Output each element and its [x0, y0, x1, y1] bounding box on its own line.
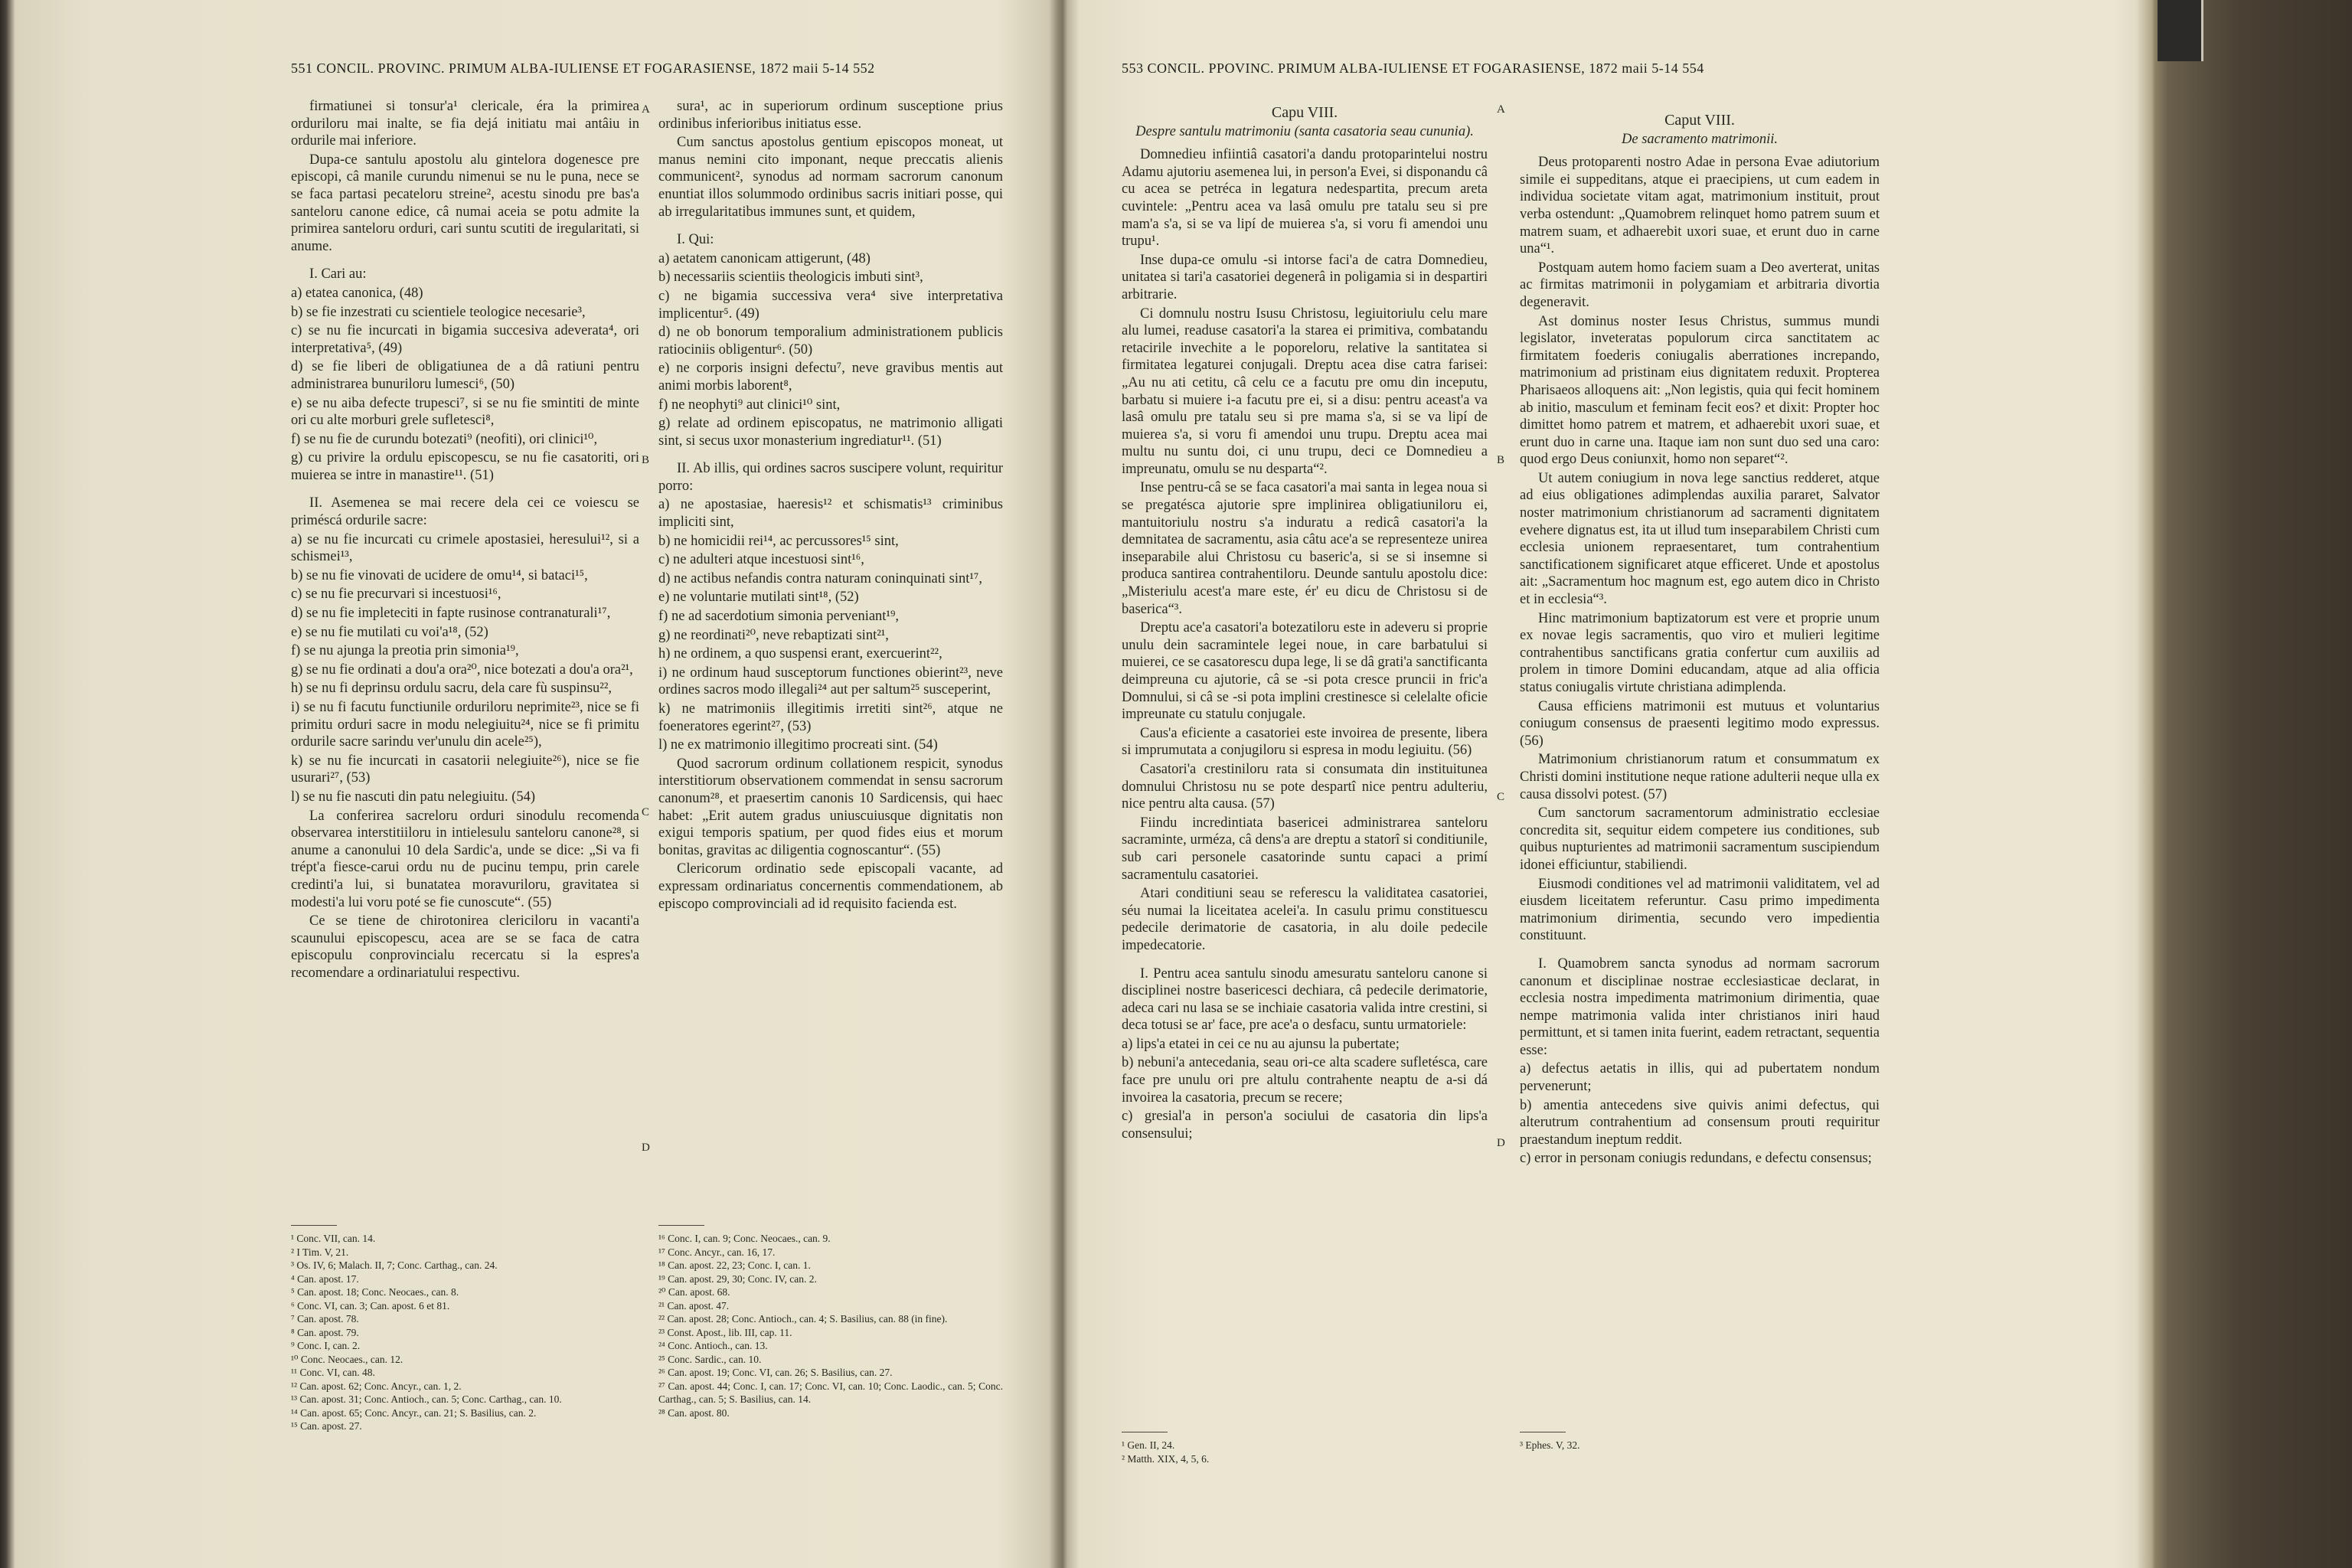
- left-footnotes-latin: [658, 1225, 1003, 1419]
- paragraph-romanian: Inse dupa-ce omulu -si intorse faci'a de catra Domnedieu, unitatea si tari'a casatoriei degenerâ in poligamia si in despartiri arbitrarie.: [1122, 252, 1488, 302]
- right-footnotes-romanian: [1122, 1432, 1488, 1465]
- paragraph-latin: Matrimonium christianorum ratum et consummatum ex Christi domini institutione neque ratione adulterii neque ulla ex causa dissolvi potest. (57): [1520, 752, 1880, 802]
- paragraph-romanian: Domnedieu infiintiâ casatori'a dandu protoparintelui nostru Adamu ajutoriu asemenea lui, in person'a Evei, si disponandu câ cu acea se petréca in legatura nedespartita, precum areta cuvintele: „Pentru acea va lasâ omulu pre tatalu seu si pre mam'a s'a, si se va lipí de muierea s'a, si voru fi amendoi unu trupu¹.: [1122, 147, 1488, 250]
- paragraph-latin: II. Ab illis, qui ordines sacros suscipere volunt, requiritur porro:: [658, 461, 1003, 494]
- left-page-header: 551 CONCIL. PROVINC. PRIMUM ALBA-IULIENSE ET FOGARASIENSE, 1872 maii 5-14 552: [291, 60, 875, 76]
- paragraph-romanian: I. Pentru acea santulu sinodu amesuratu santeloru canone si disciplinei nostre basericesci dechiara, câ pedecile derimatorie, adeca cari nu lasa se se inchiaie casatoria valida intre crestini, si deca totusi se ar' face, pre ace'a o desfacu, suntu urmatoriele:: [1122, 965, 1488, 1034]
- paragraph-romanian: a) lips'a etatei in cei ce nu au ajunsu la pubertate;: [1122, 1036, 1400, 1052]
- paragraph-latin: f) ne ad sacerdotium simonia perveniant¹⁹,: [658, 609, 900, 625]
- paragraph-romanian: k) se nu fie incurcati in casatorii nelegiuite²⁶), nice se fie usurari²⁷, (53): [291, 753, 639, 786]
- footnote: ¹⁹ Can. apost. 29, 30; Conc. IV, can. 2.: [658, 1272, 817, 1285]
- footnote: ⁷ Can. apost. 78.: [291, 1313, 359, 1325]
- footnote: ³ Ephes. V, 32.: [1520, 1439, 1580, 1451]
- footnote: ²² Can. apost. 28; Conc. Antioch., can. 4; S. Basilius, can. 88 (in fine).: [658, 1313, 948, 1325]
- right-romanian-column: [1122, 98, 1488, 1144]
- paragraph-latin: c) ne bigamia successiva vera⁴ sive interpretativa implicentur⁵. (49): [658, 288, 1003, 322]
- chapter-subtitle-latin: De sacramento matrimonii.: [1622, 131, 1778, 147]
- footnote: ¹⁷ Conc. Ancyr., can. 16, 17.: [658, 1246, 776, 1258]
- footnote: ⁶ Conc. VI, can. 3; Can. apost. 6 et 81.: [291, 1299, 450, 1312]
- left-footnotes-romanian: [291, 1225, 639, 1433]
- paragraph-romanian: f) se nu fie de curundu botezati⁹ (neofiti), ori clinici¹⁰,: [291, 431, 598, 447]
- paragraph-romanian: Casatori'a crestiniloru rata si consumata din instituitunea domnului Christosu nu se pote despartî nice pentru adulteriu, nice pentru alta causa. (57): [1122, 761, 1488, 812]
- footnote: ¹¹ Conc. VI, can. 48.: [291, 1367, 375, 1378]
- footnote-separator: [658, 1225, 704, 1226]
- paragraph-latin: c) ne adulteri atque incestuosi sint¹⁶,: [658, 552, 864, 568]
- paragraph-latin: a) defectus aetatis in illis, qui ad pubertatem nondum pervenerunt;: [1520, 1061, 1880, 1095]
- paragraph-romanian: c) se nu fie precurvari si incestuosi¹⁶,: [291, 586, 501, 603]
- footnote: ¹⁶ Conc. I, can. 9; Conc. Neocaes., can. 9.: [658, 1233, 831, 1244]
- book-binding-edge: [2167, 0, 2352, 1568]
- paragraph-latin: i) ne ordinum haud susceptorum functiones obierint²³, neve ordines sacros modo illegali²⁴ aut per saltum²⁵ susceperint,: [658, 665, 1003, 698]
- paragraph-romanian: c) gresial'a in person'a sociului de casatoria din lips'a consensului;: [1122, 1109, 1488, 1142]
- right-latin-column: [1520, 98, 1880, 1169]
- footnote: ¹ Conc. VII, can. 14.: [291, 1233, 376, 1244]
- paragraph-romanian: Atari conditiuni seau se referescu la validitatea casatoriei, séu numai la liceitatea acelei'a. In casulu primu constituescu pedecile derimatorie de casatoria, in alu doile pedecile impedecatorie.: [1122, 886, 1488, 953]
- paragraph-latin: Quod sacrorum ordinum collationem respicit, synodus interstitiorum observationem commendat in sensu sacrorum canonum²⁸, et praesertim canonis 10 Sardicensis, qui haec habet: „Erit autem gradus uniuscuiusque dignitatis non exigui temporis spatium, per quod fides eius et morum bonitas, gravitas ac diligentia cognoscantur“. (55): [658, 756, 1003, 858]
- footnote: ² Matth. XIX, 4, 5, 6.: [1122, 1452, 1210, 1465]
- left-romanian-column: [291, 98, 639, 984]
- footnote: ⁴ Can. apost. 17.: [291, 1272, 359, 1285]
- paragraph-romanian: a) se nu fie incurcati cu crimele apostasiei, heresului¹², si a schismei¹³,: [291, 531, 639, 565]
- paragraph-latin: l) ne ex matrimonio illegitimo procreati sint. (54): [658, 737, 938, 753]
- footnote: ¹ Gen. II, 24.: [1122, 1439, 1175, 1451]
- paragraph-latin: a) aetatem canonicam attigerunt, (48): [658, 250, 871, 266]
- paragraph-romanian: a) etatea canonica, (48): [291, 285, 423, 301]
- paragraph-latin: Postquam autem homo faciem suam a Deo averterat, unitas ac firmitas matrimonii in polygamiam et arbitraria divortia degeneravit.: [1520, 260, 1880, 310]
- paragraph-romanian: d) se nu fie impleteciti in fapte rusinose contranaturali¹⁷,: [291, 606, 611, 622]
- paragraph-latin: sura¹, ac in superiorum ordinum susceptione prius ordinibus inferioribus initiatus esse.: [658, 99, 1003, 132]
- footnote-separator: [291, 1225, 337, 1226]
- footnote: ²¹ Can. apost. 47.: [658, 1299, 730, 1312]
- paragraph-romanian: Fiindu incredintiata basericei administrarea santeloru sacraminte, urméza, câ dens'a are dreptu a statorî si conditiunile, sub cari personele casatorinde suntu capaci a primí sacramentulu casatoriei.: [1122, 815, 1488, 883]
- paragraph-latin: g) ne reordinati²⁰, neve rebaptizati sint²¹,: [658, 627, 889, 643]
- paragraph-latin: d) ne ob bonorum temporalium administrationem publicis ratiociniis obligentur⁶. (50): [658, 325, 1003, 358]
- paragraph-romanian: b) nebuni'a antecedania, seau ori-ce alta scadere sufletésca, care face pre unulu ori pre altulu contrahente neaptu de a-si dá invoirea la casatoria, precum se recere;: [1122, 1055, 1488, 1106]
- paragraph-latin: k) ne matrimoniis illegitimis irretiti sint²⁶, atque ne foeneratores egerint²⁷, (53): [658, 701, 1003, 734]
- footnote: ²⁸ Can. apost. 80.: [658, 1406, 730, 1419]
- binding-tab: [2158, 0, 2203, 61]
- paragraph-romanian: i) se nu fi facutu functiunile orduriloru neprimite²³, nice se fi primitu orduri sacre in modu nelegiuitu²⁴, nice se fi primitu ordurile sacre sarindu ver'unulu din acele²⁵),: [291, 700, 639, 750]
- footnote: ²⁵ Conc. Sardic., can. 10.: [658, 1353, 762, 1365]
- paragraph-romanian: e) se nu aiba defecte trupesci⁷, si se nu fie smintiti de minte ori cu alte morburi grele sufletesci⁸,: [291, 395, 639, 429]
- paragraph-latin: Clericorum ordinatio sede episcopali vacante, ad expressam ordinariatus concernentis commendationem, ab episcopo comprovinciali ad id requisito facienda est.: [658, 861, 1003, 912]
- footnote: ²³ Const. Apost., lib. III, cap. 11.: [658, 1326, 792, 1338]
- paragraph-latin: b) ne homicidii rei¹⁴, ac percussores¹⁵ sint,: [658, 533, 899, 549]
- paragraph-latin: Ast dominus noster Iesus Christus, summus mundi legislator, inveteratas populorum circa sanctitatem ac firmitatem foederis coniugalis aberrationes increpando, matrimonium ad pristinam eius dignitatem reduxit. Propterea Pharisaeos alloquens ait: „Non legistis, quia qui fecit hominem ab initio, masculum et feminam fecit eos? et dixit: Propter hoc dimittet homo patrem et matrem, et adhaerebit uxori suae, et erunt duo in carne una. Itaque iam non sunt duo sed una caro: quod ergo Deus coniunxit, homo non separet“².: [1520, 313, 1880, 468]
- paragraph-romanian: f) se nu ajunga la preotia prin simonia¹⁹,: [291, 643, 519, 659]
- paragraph-romanian: La conferirea sacreloru orduri sinodulu recomenda observarea interstitiiloru in intielesulu santeloru canone²⁸, si anume a canonului 10 dela Sardic'a, unde se dice: „Si va fi trépt'a fiesce-carui ordu nu de pucinu tempu, prin carele credinti'a lui, si bunatatea moravuriloru, gravitatea si modesti'a lui voru poté se fie cunoscute“. (55): [291, 808, 639, 910]
- paragraph-romanian: g) se nu fie ordinati a dou'a ora²⁰, nice botezati a dou'a ora²¹,: [291, 662, 633, 678]
- paragraph-latin: Cum sanctorum sacramentorum administratio ecclesiae concredita sit, sequitur eidem competere ius conditiones, sub quibus nupturientes ad matrimonii sacramentum suscipiendum idonei efficiuntur, stabiliendi.: [1520, 805, 1880, 873]
- footnote: ⁸ Can. apost. 79.: [291, 1326, 359, 1338]
- paragraph-latin: I. Quamobrem sancta synodus ad normam sacrorum canonum et disciplinae nostrae ecclesiasticae declarat, in ecclesia nostra impedimenta matrimonium dirimentia, quae nempe matrimonia valida inter christianos iniri haud permittunt, et si tamen inita fuerint, eadem retractant, sequentia esse:: [1520, 956, 1880, 1058]
- right-footnotes-latin: [1520, 1432, 1880, 1452]
- paragraph-romanian: b) se fie inzestrati cu scientiele teologice necesarie³,: [291, 304, 586, 320]
- paragraph-romanian: e) se nu fie mutilati cu voi'a¹⁸, (52): [291, 624, 488, 640]
- paragraph-latin: I. Qui:: [677, 232, 714, 248]
- footnote: ²⁰ Can. apost. 68.: [658, 1286, 730, 1298]
- paragraph-latin: Causa efficiens matrimonii est mutuus et voluntarius coniugum consensus de praesenti legitimo modo expressus. (56): [1520, 698, 1880, 749]
- footnote: ¹⁸ Can. apost. 22, 23; Conc. I, can. 1.: [658, 1259, 811, 1271]
- paragraph-latin: Hinc matrimonium baptizatorum est vere et proprie unum ex novae legis sacramentis, quo viro et mulieri legitime contrahentibus sanctificans gratia confertur cum auxiliis ad prolem in timore Domini educandam, atque ad alia officia status coniugalis virtute christiana adimplenda.: [1520, 610, 1880, 695]
- paragraph-romanian: b) se nu fie vinovati de ucidere de omu¹⁴, si bataci¹⁵,: [291, 567, 588, 583]
- paragraph-romanian: Dreptu ace'a casatori'a botezatiloru este in adeveru si proprie unulu dein sacramintele legei noue, in care barbatului si muierei, ce se casatorescu dupa lege, li se dâ grati'a sanctificanta deimpreuna cu ajutorie, câ se -si pota cresce pruncii in fric'a Domnului, si câ se -si pota implini crestinesce si celelalte oficie impreunate cu statulu conjugale.: [1122, 620, 1488, 723]
- paragraph-latin: h) ne ordinem, a quo suspensi erant, exercuerint²²,: [658, 646, 942, 662]
- footnote: ²⁶ Can. apost. 19; Conc. VI, can. 26; S. Basilius, can. 27.: [658, 1367, 893, 1378]
- paragraph-romanian: Ce se tiene de chirotonirea clericiloru in vacanti'a scaunului episcopescu, acea are se se faca de catra episcopulu conprovincialu recercatu si la espres'a recomendare a ordinariatului respectivu.: [291, 913, 639, 981]
- chapter-subtitle-romanian: Despre santulu matrimoniu (santa casatoria seau cununia).: [1135, 123, 1474, 139]
- paragraph-latin: Deus protoparenti nostro Adae in persona Evae adiutorium simile ei suppeditans, atque ei praecipiens, ut cum eadem in individua societate vitam agat, matrimonium instituit, prout verba ostendunt: „Quamobrem relinquet homo patrem suum et matrem suam, et adhaerebit uxori suae, et erunt duo in carne una“¹.: [1520, 155, 1880, 257]
- footnote: ²⁷ Can. apost. 44; Conc. I, can. 17; Conc. VI, can. 10; Conc. Laodic., can. 5; Conc. Carthag., can. 5; S. Basilius, can. 14.: [658, 1380, 1003, 1405]
- paragraph-romanian: I. Cari au:: [309, 266, 367, 283]
- margin-marker-a: A: [1497, 103, 1505, 116]
- paragraph-romanian: II. Asemenea se mai recere dela cei ce voiescu se priméscá ordurile sacre:: [291, 495, 639, 529]
- paragraph-latin: e) ne voluntarie mutilati sint¹⁸, (52): [658, 590, 859, 606]
- paragraph-latin: Eiusmodi conditiones vel ad matrimonii validitatem, vel ad eiusdem liceitatem referuntur. Casu primo impedimenta matrimonium dirimentia, secundo vero impedientia constituunt.: [1520, 876, 1880, 944]
- paragraph-latin: c) error in personam coniugis redundans, e defectu consensus;: [1520, 1151, 1872, 1167]
- paragraph-romanian: Ci domnulu nostru Isusu Christosu, legiuitoriulu celu mare alu lumei, readuse casatori'a la starea ei primitiva, combatandu retacirile invechite a le poporeloru, relative la santitatea si firmitatea legaturei conjugali. Dreptu acea dise catra farisei: „Au nu ati cetitu, câ celu ce a facutu pre omu din inceputu, barbatu si muiere i-a facutu pre ei, si a disu: pentru aceast'a va lasâ omulu pre tatalu seu si pre mama s'a, si se va lipí de muierea s'a, si voru fi amendoi unu trupu. Dreptu acea mai multu nu suntu doi, ci unu trupu, deci ce Domnedieu a impreunatu, omulu se nu desparta“².: [1122, 305, 1488, 477]
- left-latin-column: [658, 98, 1003, 914]
- margin-marker-b: B: [1497, 454, 1505, 466]
- paragraph-latin: a) ne apostasiae, haeresis¹² et schismatis¹³ criminibus impliciti sint,: [658, 497, 1003, 531]
- paragraph-romanian: Inse pentru-câ se se faca casatori'a mai santa in legea noua si se pregatésca ajutorie spre implinirea obligatiuniloru ei, mantuitoriulu nostru s'a induratu a redicâ casatori'a la demnitatea de sacramentu, asia câtu ace'a se representeze unirea inseparabile alui Christosu cu baseric'a, si se si insemne si produca santirea contrahentiloru. Deunde santulu apostolu dice: „Misteriulu acest'a mare este, ér' eu dicu de Christosu si de baserica“³.: [1122, 480, 1488, 617]
- paragraph-romanian: firmatiunei si tonsur'a¹ clericale, éra la primirea orduriloru mai inalte, se fia dejá initiatu mai antâiu in ordurile mai inferiore.: [291, 99, 639, 149]
- paragraph-romanian: g) cu privire la ordulu episcopescu, se nu fie casatoriti, ori muierea se intre in manastire¹¹. (51): [291, 450, 639, 483]
- footnote: ⁹ Conc. I, can. 2.: [291, 1340, 361, 1351]
- paragraph-latin: f) ne neophyti⁹ aut clinici¹⁰ sint,: [658, 397, 841, 413]
- paragraph-romanian: d) se fie liberi de obligatiunea de a dâ ratiuni pentru administrarea bunuriloru lumesci⁶, (50): [291, 359, 639, 392]
- margin-marker-b: B: [642, 454, 650, 466]
- footnote: ¹⁵ Can. apost. 27.: [291, 1420, 362, 1432]
- footnote: ²⁴ Conc. Antioch., can. 13.: [658, 1340, 768, 1351]
- paragraph-romanian: l) se nu fie nascuti din patu nelegiuitu. (54): [291, 789, 536, 805]
- chapter-title-romanian: Capu VIII.: [1271, 104, 1338, 121]
- paragraph-latin: e) ne corporis insigni defectu⁷, neve gravibus mentis aut animi morbis laborent⁸,: [658, 361, 1003, 394]
- footnote: ⁵ Can. apost. 18; Conc. Neocaes., can. 8.: [291, 1286, 459, 1298]
- right-page-header: 553 CONCIL. PPOVINC. PRIMUM ALBA-IULIENSE ET FOGARASIENSE, 1872 maii 5-14 554: [1122, 60, 1704, 76]
- footnote: ¹² Can. apost. 62; Conc. Ancyr., can. 1, 2.: [291, 1380, 462, 1392]
- footnote: ¹³ Can. apost. 31; Conc. Antioch., can. 5; Conc. Carthag., can. 10.: [291, 1393, 562, 1405]
- margin-marker-c: C: [1497, 791, 1505, 803]
- chapter-title-latin: Caput VIII.: [1664, 112, 1735, 129]
- paragraph-romanian: h) se nu fi deprinsu ordulu sacru, dela care fù suspinsu²²,: [291, 681, 612, 697]
- paragraph-latin: Cum sanctus apostolus gentium episcopos moneat, ut manus nemini cito imponant, neque preccatis alienis communicent², synodus ad normam sacrorum canonum enuntiat illos solummodo ordinibus sacris initiari posse, qui ab irregularitatibus immunes sunt, et quidem,: [658, 135, 1003, 220]
- footnote: ¹⁰ Conc. Neocaes., can. 12.: [291, 1353, 403, 1365]
- footnote: ² I Tim. V, 21.: [291, 1246, 349, 1258]
- margin-marker-d: D: [642, 1142, 650, 1154]
- paragraph-romanian: Dupa-ce santulu apostolu alu gintelora dogenesce pre episcopi, câ manile curundu nimenui se nu le puna, nece se se faca partasi pecateloru streine², acestu sinodu pre bas'a santeloru canone edice, câ numai aceia se potu admite la primirea santeloru orduri, cari suntu scutiti de iregularitati, si anume.: [291, 152, 639, 254]
- paragraph-latin: d) ne actibus nefandis contra naturam coninquinati sint¹⁷,: [658, 570, 982, 586]
- margin-marker-c: C: [642, 806, 650, 818]
- footnote: ³ Os. IV, 6; Malach. II, 7; Conc. Carthag., can. 24.: [291, 1259, 498, 1271]
- footnote: ¹⁴ Can. apost. 65; Conc. Ancyr., can. 21; S. Basilius, can. 2.: [291, 1406, 537, 1419]
- paragraph-latin: Ut autem coniugium in nova lege sanctius redderet, atque ad eius obligationes adimplendas auxilia pararet, Salvator noster matrimonium christianorum ad sacramenti dignitatem evehere dignatus est, ita ut illud tum inseparabilem Christi cum ecclesia unionem repraesentaret, tum contrahentium sanctificationem significaret atque efficeret. Unde et apostolus ait: „Sacramentum hoc magnum est, ego autem dico in Christo et in ecclesia“³.: [1520, 470, 1880, 608]
- paragraph-latin: b) amentia antecedens sive quivis animi defectus, qui alterutrum contrahentium ad consensum prouti requiritur praestandum ineptum reddit.: [1520, 1097, 1880, 1148]
- paragraph-romanian: Caus'a eficiente a casatoriei este invoirea de presente, libera si imprumutata a conjugiloru si espresa in modu legiuitu. (56): [1122, 725, 1488, 759]
- paragraph-romanian: c) se nu fie incurcati in bigamia succesiva adeverata⁴, ori interpretativa⁵, (49): [291, 323, 639, 356]
- margin-marker-d: D: [1497, 1137, 1505, 1149]
- paragraph-latin: b) necessariis scientiis theologicis imbuti sint³,: [658, 270, 923, 286]
- paragraph-latin: g) relate ad ordinem episcopatus, ne matrimonio alligati sint, si secus uxor monasterium ingrediatur¹¹. (51): [658, 416, 1003, 449]
- margin-marker-a: A: [642, 103, 650, 116]
